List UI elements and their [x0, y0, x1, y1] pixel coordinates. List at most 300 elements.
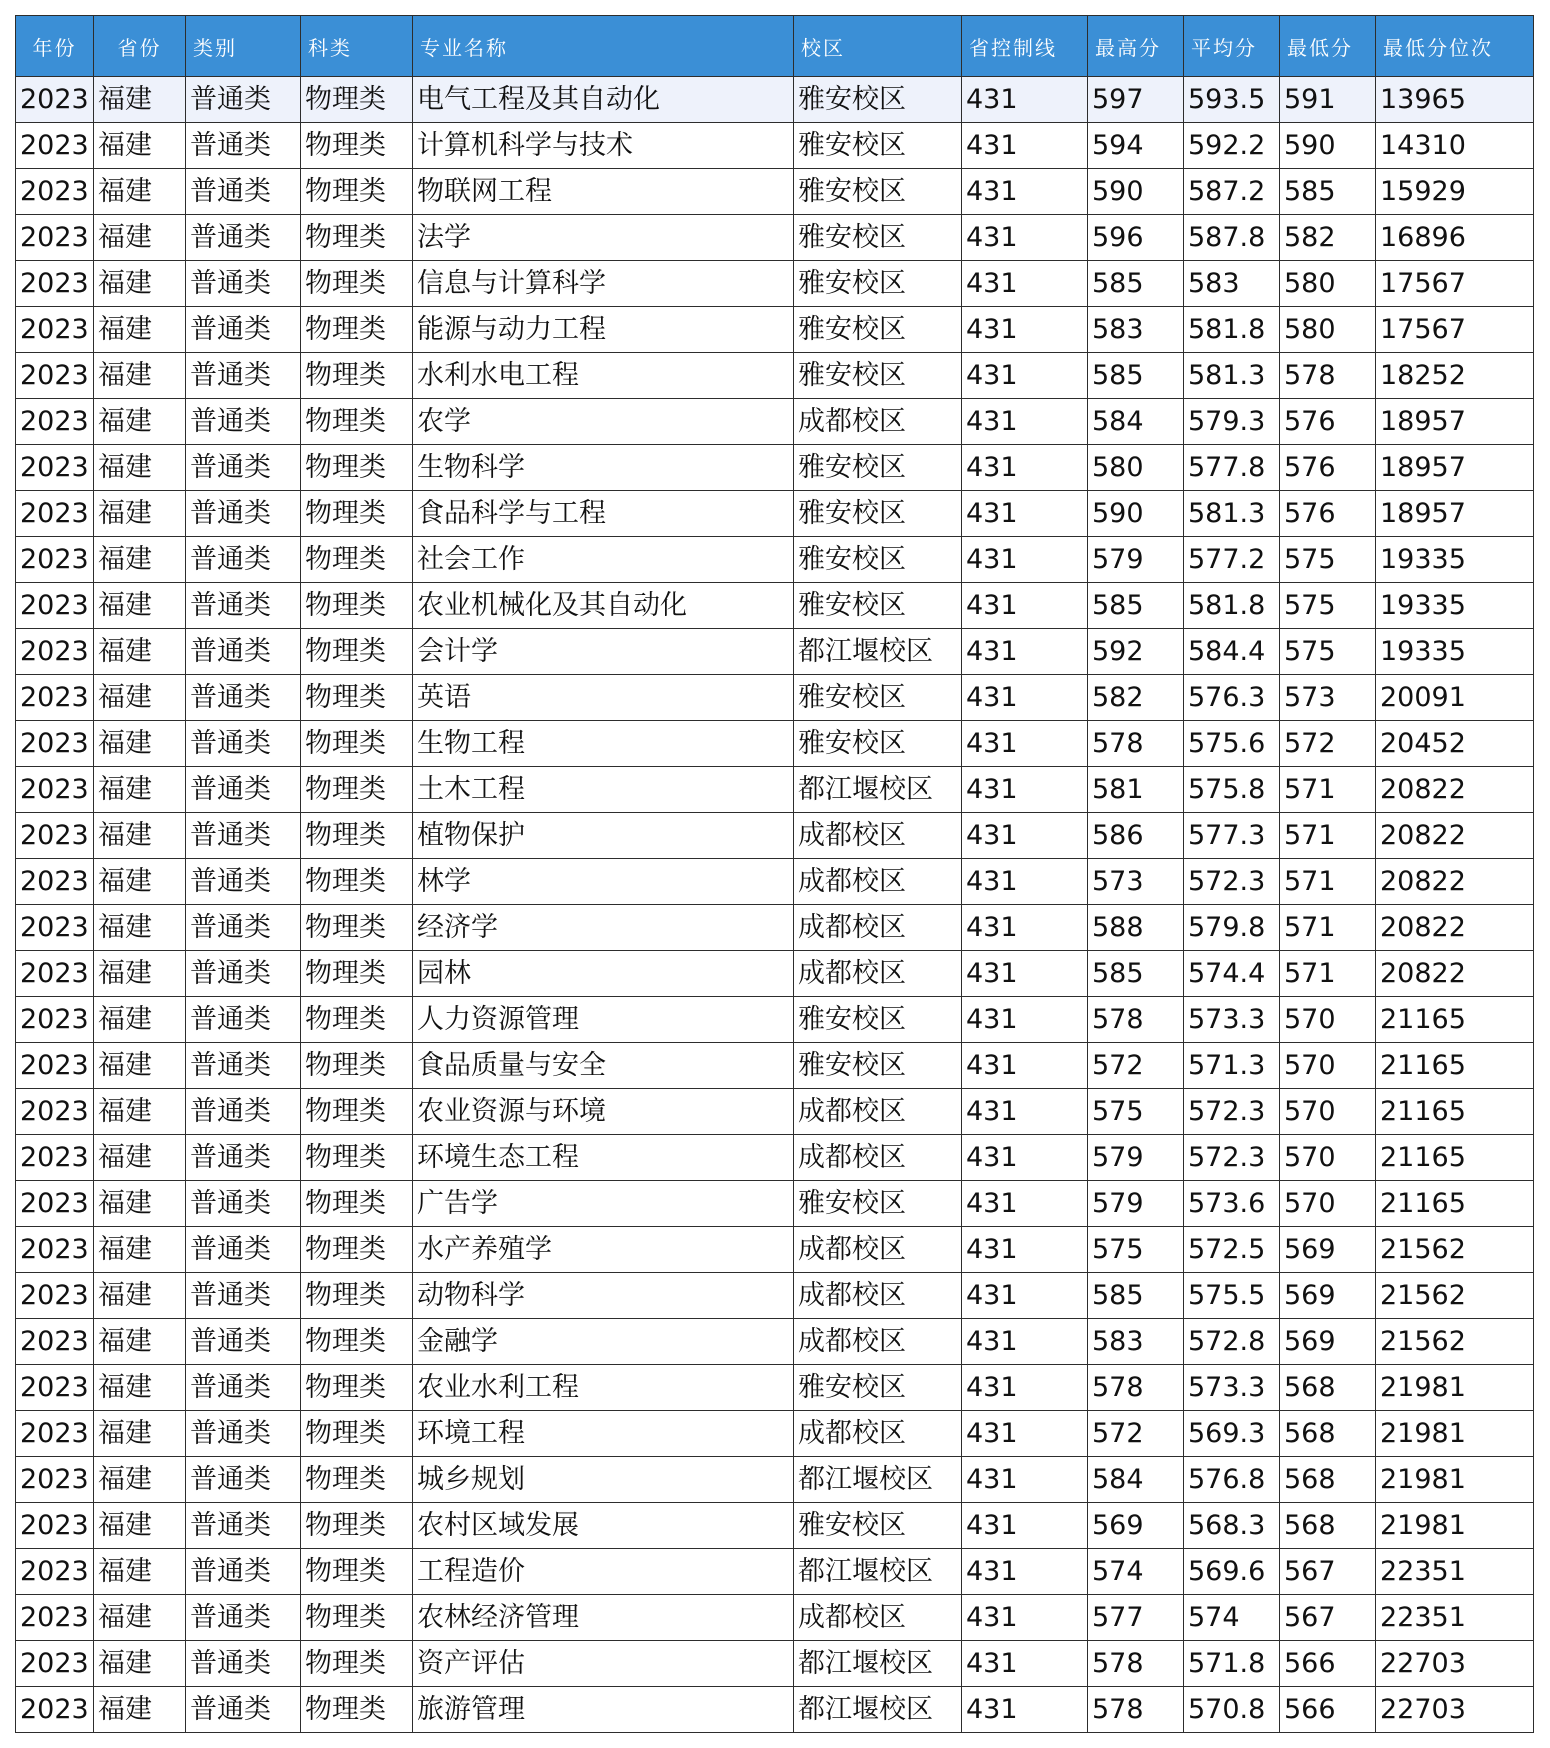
cell-province: 福建: [94, 1503, 186, 1549]
cell-major: 广告学: [413, 1181, 794, 1227]
cell-min-score: 566: [1280, 1687, 1376, 1733]
cell-control-line: 431: [962, 491, 1088, 537]
cell-min-rank: 19335: [1376, 629, 1534, 675]
cell-max-score: 569: [1088, 1503, 1184, 1549]
cell-year: 2023: [16, 445, 94, 491]
cell-min-rank: 17567: [1376, 261, 1534, 307]
cell-max-score: 579: [1088, 537, 1184, 583]
cell-max-score: 578: [1088, 1365, 1184, 1411]
cell-max-score: 574: [1088, 1549, 1184, 1595]
cell-major: 社会工作: [413, 537, 794, 583]
cell-avg-score: 581.8: [1184, 307, 1280, 353]
cell-major: 能源与动力工程: [413, 307, 794, 353]
cell-min-score: 590: [1280, 123, 1376, 169]
cell-campus: 成都校区: [794, 1411, 962, 1457]
cell-max-score: 578: [1088, 721, 1184, 767]
cell-control-line: 431: [962, 1319, 1088, 1365]
cell-control-line: 431: [962, 1549, 1088, 1595]
cell-major: 经济学: [413, 905, 794, 951]
cell-min-score: 569: [1280, 1319, 1376, 1365]
cell-category: 普通类: [186, 583, 301, 629]
cell-control-line: 431: [962, 1687, 1088, 1733]
cell-avg-score: 575.5: [1184, 1273, 1280, 1319]
cell-category: 普通类: [186, 491, 301, 537]
cell-subject: 物理类: [301, 123, 413, 169]
cell-category: 普通类: [186, 307, 301, 353]
cell-avg-score: 576.8: [1184, 1457, 1280, 1503]
header-subject: 科类: [301, 16, 413, 77]
cell-control-line: 431: [962, 1595, 1088, 1641]
cell-province: 福建: [94, 1227, 186, 1273]
cell-category: 普通类: [186, 1503, 301, 1549]
cell-subject: 物理类: [301, 1549, 413, 1595]
cell-campus: 都江堰校区: [794, 767, 962, 813]
cell-category: 普通类: [186, 813, 301, 859]
table-row: [16, 1227, 1534, 1273]
cell-major: 物联网工程: [413, 169, 794, 215]
cell-subject: 物理类: [301, 399, 413, 445]
cell-min-rank: 21165: [1376, 1089, 1534, 1135]
cell-min-rank: 21981: [1376, 1411, 1534, 1457]
table-row: [16, 1411, 1534, 1457]
header-year: 年份: [16, 16, 94, 77]
table-header: [16, 16, 1534, 77]
cell-category: 普通类: [186, 353, 301, 399]
cell-min-rank: 18957: [1376, 445, 1534, 491]
cell-major: 生物工程: [413, 721, 794, 767]
cell-control-line: 431: [962, 1365, 1088, 1411]
cell-avg-score: 581.3: [1184, 491, 1280, 537]
cell-campus: 雅安校区: [794, 1365, 962, 1411]
header-max-score: 最高分: [1088, 16, 1184, 77]
cell-avg-score: 593.5: [1184, 77, 1280, 123]
cell-campus: 雅安校区: [794, 583, 962, 629]
table-row: [16, 1319, 1534, 1365]
cell-min-score: 575: [1280, 629, 1376, 675]
cell-campus: 成都校区: [794, 1089, 962, 1135]
cell-control-line: 431: [962, 261, 1088, 307]
cell-campus: 都江堰校区: [794, 1641, 962, 1687]
cell-subject: 物理类: [301, 905, 413, 951]
cell-major: 计算机科学与技术: [413, 123, 794, 169]
cell-min-rank: 21981: [1376, 1457, 1534, 1503]
cell-avg-score: 576.3: [1184, 675, 1280, 721]
cell-avg-score: 573.3: [1184, 997, 1280, 1043]
cell-control-line: 431: [962, 307, 1088, 353]
cell-province: 福建: [94, 629, 186, 675]
cell-year: 2023: [16, 1043, 94, 1089]
cell-control-line: 431: [962, 675, 1088, 721]
cell-campus: 雅安校区: [794, 261, 962, 307]
cell-min-rank: 20822: [1376, 905, 1534, 951]
cell-campus: 成都校区: [794, 1135, 962, 1181]
cell-subject: 物理类: [301, 169, 413, 215]
cell-avg-score: 571.3: [1184, 1043, 1280, 1089]
cell-avg-score: 571.8: [1184, 1641, 1280, 1687]
table-row: [16, 491, 1534, 537]
cell-min-rank: 14310: [1376, 123, 1534, 169]
cell-campus: 雅安校区: [794, 215, 962, 261]
cell-avg-score: 581.8: [1184, 583, 1280, 629]
header-major: 专业名称: [413, 16, 794, 77]
table-row: [16, 399, 1534, 445]
cell-control-line: 431: [962, 77, 1088, 123]
cell-min-score: 570: [1280, 1181, 1376, 1227]
cell-province: 福建: [94, 399, 186, 445]
cell-year: 2023: [16, 1319, 94, 1365]
cell-max-score: 578: [1088, 997, 1184, 1043]
cell-min-score: 567: [1280, 1595, 1376, 1641]
cell-min-rank: 16896: [1376, 215, 1534, 261]
cell-province: 福建: [94, 859, 186, 905]
cell-province: 福建: [94, 261, 186, 307]
cell-min-rank: 20822: [1376, 951, 1534, 997]
cell-province: 福建: [94, 1273, 186, 1319]
cell-subject: 物理类: [301, 445, 413, 491]
cell-min-rank: 22351: [1376, 1549, 1534, 1595]
cell-control-line: 431: [962, 1043, 1088, 1089]
cell-min-score: 576: [1280, 491, 1376, 537]
cell-year: 2023: [16, 721, 94, 767]
cell-min-rank: 18957: [1376, 491, 1534, 537]
cell-campus: 雅安校区: [794, 1503, 962, 1549]
cell-major: 土木工程: [413, 767, 794, 813]
cell-min-rank: 21981: [1376, 1503, 1534, 1549]
cell-min-rank: 21165: [1376, 1043, 1534, 1089]
cell-major: 金融学: [413, 1319, 794, 1365]
cell-min-score: 573: [1280, 675, 1376, 721]
cell-category: 普通类: [186, 859, 301, 905]
cell-min-score: 569: [1280, 1273, 1376, 1319]
cell-min-rank: 21562: [1376, 1319, 1534, 1365]
cell-campus: 雅安校区: [794, 307, 962, 353]
cell-max-score: 584: [1088, 399, 1184, 445]
cell-province: 福建: [94, 1319, 186, 1365]
cell-year: 2023: [16, 767, 94, 813]
table-row: [16, 629, 1534, 675]
cell-campus: 成都校区: [794, 859, 962, 905]
admission-score-table-container: [15, 15, 1534, 1733]
cell-year: 2023: [16, 1227, 94, 1273]
cell-major: 旅游管理: [413, 1687, 794, 1733]
cell-min-score: 569: [1280, 1227, 1376, 1273]
cell-major: 农林经济管理: [413, 1595, 794, 1641]
cell-year: 2023: [16, 951, 94, 997]
cell-province: 福建: [94, 1457, 186, 1503]
cell-year: 2023: [16, 905, 94, 951]
cell-province: 福建: [94, 951, 186, 997]
cell-control-line: 431: [962, 951, 1088, 997]
cell-campus: 雅安校区: [794, 491, 962, 537]
cell-subject: 物理类: [301, 1457, 413, 1503]
cell-control-line: 431: [962, 1089, 1088, 1135]
cell-avg-score: 592.2: [1184, 123, 1280, 169]
cell-min-rank: 19335: [1376, 583, 1534, 629]
cell-category: 普通类: [186, 1273, 301, 1319]
table-row: [16, 1457, 1534, 1503]
cell-subject: 物理类: [301, 1273, 413, 1319]
cell-category: 普通类: [186, 905, 301, 951]
cell-control-line: 431: [962, 1135, 1088, 1181]
cell-subject: 物理类: [301, 1641, 413, 1687]
cell-province: 福建: [94, 353, 186, 399]
cell-control-line: 431: [962, 215, 1088, 261]
cell-province: 福建: [94, 583, 186, 629]
cell-major: 工程造价: [413, 1549, 794, 1595]
cell-province: 福建: [94, 1135, 186, 1181]
cell-category: 普通类: [186, 1457, 301, 1503]
table-row: [16, 1043, 1534, 1089]
cell-campus: 都江堰校区: [794, 1457, 962, 1503]
cell-avg-score: 577.8: [1184, 445, 1280, 491]
cell-province: 福建: [94, 997, 186, 1043]
cell-max-score: 579: [1088, 1181, 1184, 1227]
cell-avg-score: 573.6: [1184, 1181, 1280, 1227]
cell-year: 2023: [16, 583, 94, 629]
cell-control-line: 431: [962, 813, 1088, 859]
cell-control-line: 431: [962, 353, 1088, 399]
cell-province: 福建: [94, 1365, 186, 1411]
cell-year: 2023: [16, 491, 94, 537]
cell-year: 2023: [16, 1089, 94, 1135]
cell-category: 普通类: [186, 445, 301, 491]
cell-control-line: 431: [962, 583, 1088, 629]
cell-subject: 物理类: [301, 491, 413, 537]
cell-category: 普通类: [186, 629, 301, 675]
table-row: [16, 721, 1534, 767]
cell-major: 食品科学与工程: [413, 491, 794, 537]
table-row: [16, 307, 1534, 353]
cell-avg-score: 583: [1184, 261, 1280, 307]
cell-province: 福建: [94, 123, 186, 169]
cell-category: 普通类: [186, 399, 301, 445]
cell-campus: 成都校区: [794, 1227, 962, 1273]
cell-campus: 成都校区: [794, 951, 962, 997]
cell-max-score: 577: [1088, 1595, 1184, 1641]
cell-province: 福建: [94, 813, 186, 859]
cell-subject: 物理类: [301, 1227, 413, 1273]
cell-year: 2023: [16, 997, 94, 1043]
cell-province: 福建: [94, 1043, 186, 1089]
cell-campus: 雅安校区: [794, 169, 962, 215]
cell-avg-score: 577.3: [1184, 813, 1280, 859]
cell-min-score: 570: [1280, 997, 1376, 1043]
cell-category: 普通类: [186, 1089, 301, 1135]
cell-avg-score: 572.3: [1184, 1089, 1280, 1135]
cell-avg-score: 575.6: [1184, 721, 1280, 767]
cell-subject: 物理类: [301, 353, 413, 399]
cell-campus: 雅安校区: [794, 721, 962, 767]
cell-max-score: 586: [1088, 813, 1184, 859]
cell-province: 福建: [94, 307, 186, 353]
cell-major: 农村区域发展: [413, 1503, 794, 1549]
cell-avg-score: 577.2: [1184, 537, 1280, 583]
cell-min-rank: 21562: [1376, 1227, 1534, 1273]
cell-province: 福建: [94, 905, 186, 951]
cell-subject: 物理类: [301, 1411, 413, 1457]
cell-year: 2023: [16, 1641, 94, 1687]
cell-subject: 物理类: [301, 951, 413, 997]
cell-min-score: 571: [1280, 813, 1376, 859]
cell-subject: 物理类: [301, 1687, 413, 1733]
cell-subject: 物理类: [301, 767, 413, 813]
cell-category: 普通类: [186, 1549, 301, 1595]
cell-major: 信息与计算科学: [413, 261, 794, 307]
cell-campus: 都江堰校区: [794, 1549, 962, 1595]
cell-major: 农业资源与环境: [413, 1089, 794, 1135]
cell-subject: 物理类: [301, 215, 413, 261]
cell-province: 福建: [94, 1687, 186, 1733]
header-control-line: 省控制线: [962, 16, 1088, 77]
cell-control-line: 431: [962, 1411, 1088, 1457]
cell-year: 2023: [16, 1503, 94, 1549]
cell-year: 2023: [16, 399, 94, 445]
cell-year: 2023: [16, 169, 94, 215]
cell-min-rank: 21165: [1376, 1135, 1534, 1181]
cell-control-line: 431: [962, 169, 1088, 215]
cell-min-rank: 13965: [1376, 77, 1534, 123]
cell-min-rank: 21165: [1376, 997, 1534, 1043]
cell-min-rank: 20452: [1376, 721, 1534, 767]
cell-year: 2023: [16, 1273, 94, 1319]
cell-min-score: 582: [1280, 215, 1376, 261]
cell-avg-score: 572.3: [1184, 859, 1280, 905]
cell-min-score: 591: [1280, 77, 1376, 123]
cell-province: 福建: [94, 721, 186, 767]
cell-province: 福建: [94, 77, 186, 123]
cell-min-rank: 18252: [1376, 353, 1534, 399]
cell-category: 普通类: [186, 261, 301, 307]
cell-category: 普通类: [186, 1319, 301, 1365]
cell-max-score: 597: [1088, 77, 1184, 123]
table-row: [16, 123, 1534, 169]
cell-major: 农业机械化及其自动化: [413, 583, 794, 629]
cell-major: 食品质量与安全: [413, 1043, 794, 1089]
cell-campus: 雅安校区: [794, 675, 962, 721]
cell-avg-score: 587.2: [1184, 169, 1280, 215]
header-min-rank: 最低分位次: [1376, 16, 1534, 77]
cell-subject: 物理类: [301, 1365, 413, 1411]
cell-avg-score: 579.3: [1184, 399, 1280, 445]
cell-major: 资产评估: [413, 1641, 794, 1687]
cell-min-rank: 20822: [1376, 859, 1534, 905]
cell-province: 福建: [94, 1411, 186, 1457]
cell-subject: 物理类: [301, 583, 413, 629]
cell-max-score: 583: [1088, 307, 1184, 353]
cell-min-score: 578: [1280, 353, 1376, 399]
cell-min-score: 571: [1280, 767, 1376, 813]
cell-min-rank: 17567: [1376, 307, 1534, 353]
cell-province: 福建: [94, 537, 186, 583]
cell-min-score: 571: [1280, 905, 1376, 951]
cell-year: 2023: [16, 629, 94, 675]
header-province: 省份: [94, 16, 186, 77]
cell-year: 2023: [16, 1687, 94, 1733]
table-row: [16, 813, 1534, 859]
table-row: [16, 1595, 1534, 1641]
cell-province: 福建: [94, 1181, 186, 1227]
cell-max-score: 583: [1088, 1319, 1184, 1365]
cell-year: 2023: [16, 307, 94, 353]
cell-major: 环境工程: [413, 1411, 794, 1457]
cell-control-line: 431: [962, 1273, 1088, 1319]
cell-major: 电气工程及其自动化: [413, 77, 794, 123]
cell-max-score: 585: [1088, 951, 1184, 997]
cell-control-line: 431: [962, 905, 1088, 951]
cell-category: 普通类: [186, 1043, 301, 1089]
cell-avg-score: 570.8: [1184, 1687, 1280, 1733]
cell-subject: 物理类: [301, 813, 413, 859]
cell-year: 2023: [16, 675, 94, 721]
cell-control-line: 431: [962, 629, 1088, 675]
cell-max-score: 578: [1088, 1641, 1184, 1687]
cell-min-score: 570: [1280, 1043, 1376, 1089]
table-row: [16, 1641, 1534, 1687]
cell-province: 福建: [94, 1089, 186, 1135]
cell-category: 普通类: [186, 1181, 301, 1227]
cell-avg-score: 573.3: [1184, 1365, 1280, 1411]
cell-min-rank: 21165: [1376, 1181, 1534, 1227]
cell-province: 福建: [94, 215, 186, 261]
cell-province: 福建: [94, 491, 186, 537]
cell-min-score: 580: [1280, 307, 1376, 353]
cell-max-score: 580: [1088, 445, 1184, 491]
table-row: [16, 675, 1534, 721]
cell-province: 福建: [94, 767, 186, 813]
table-row: [16, 169, 1534, 215]
table-row: [16, 1181, 1534, 1227]
cell-min-score: 585: [1280, 169, 1376, 215]
cell-min-rank: 22703: [1376, 1687, 1534, 1733]
cell-max-score: 572: [1088, 1043, 1184, 1089]
cell-min-score: 568: [1280, 1457, 1376, 1503]
cell-min-score: 568: [1280, 1411, 1376, 1457]
cell-control-line: 431: [962, 1503, 1088, 1549]
cell-category: 普通类: [186, 721, 301, 767]
table-row: [16, 859, 1534, 905]
table-body: [16, 77, 1534, 1733]
cell-major: 法学: [413, 215, 794, 261]
cell-subject: 物理类: [301, 859, 413, 905]
cell-min-score: 566: [1280, 1641, 1376, 1687]
cell-major: 生物科学: [413, 445, 794, 491]
cell-year: 2023: [16, 261, 94, 307]
header-avg-score: 平均分: [1184, 16, 1280, 77]
cell-year: 2023: [16, 537, 94, 583]
cell-avg-score: 587.8: [1184, 215, 1280, 261]
cell-min-score: 575: [1280, 537, 1376, 583]
cell-category: 普通类: [186, 1687, 301, 1733]
cell-avg-score: 572.3: [1184, 1135, 1280, 1181]
cell-min-score: 571: [1280, 951, 1376, 997]
cell-major: 动物科学: [413, 1273, 794, 1319]
table-row: [16, 353, 1534, 399]
cell-min-score: 568: [1280, 1503, 1376, 1549]
cell-avg-score: 572.8: [1184, 1319, 1280, 1365]
cell-avg-score: 579.8: [1184, 905, 1280, 951]
cell-campus: 成都校区: [794, 1273, 962, 1319]
cell-year: 2023: [16, 215, 94, 261]
cell-campus: 成都校区: [794, 905, 962, 951]
cell-major: 植物保护: [413, 813, 794, 859]
cell-avg-score: 581.3: [1184, 353, 1280, 399]
cell-campus: 雅安校区: [794, 445, 962, 491]
header-min-score: 最低分: [1280, 16, 1376, 77]
table-row: [16, 1365, 1534, 1411]
cell-max-score: 588: [1088, 905, 1184, 951]
cell-max-score: 585: [1088, 353, 1184, 399]
cell-min-score: 576: [1280, 445, 1376, 491]
